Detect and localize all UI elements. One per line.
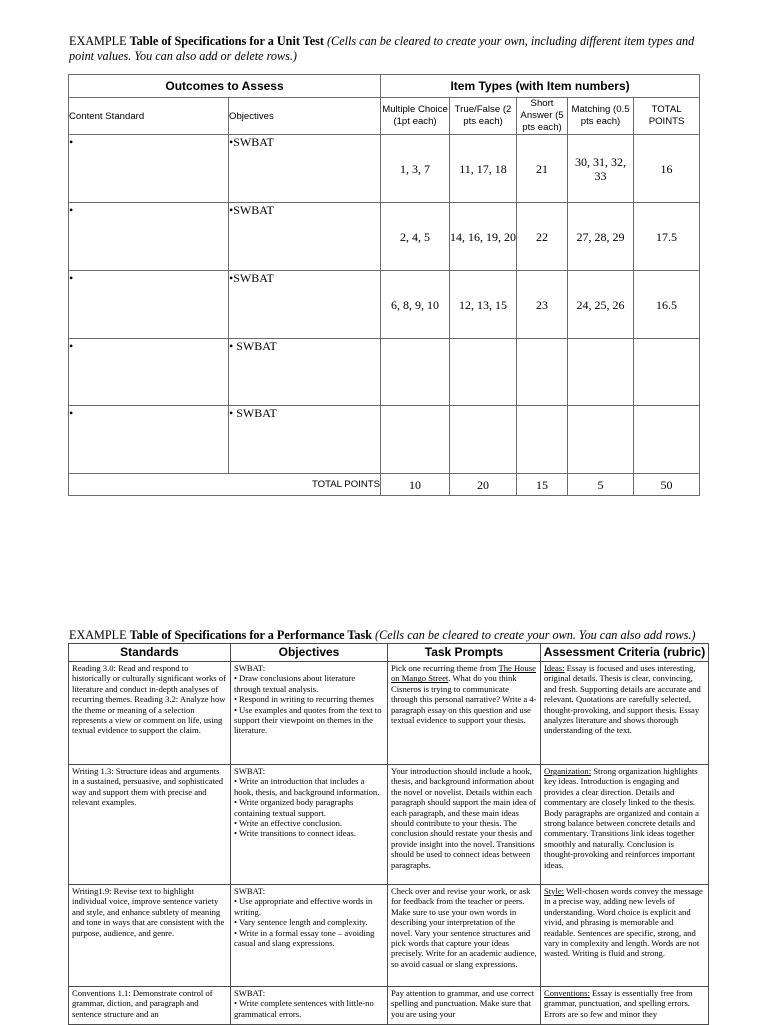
objectives-lead: SWBAT: xyxy=(234,988,266,998)
prompt-text: . What do you think Cisneros is trying to communicate through this personal narrative? Write a 4-paragraph essay on this question and use textual evidence to support your thesis. xyxy=(391,673,537,726)
task-prompts-header: Task Prompts xyxy=(388,644,541,662)
objectives-list xyxy=(234,776,384,838)
table-row xyxy=(69,885,709,987)
objective-cell[interactable]: • SWBAT xyxy=(229,406,381,474)
table-row xyxy=(69,271,700,339)
table-row xyxy=(69,765,709,885)
table-row xyxy=(69,662,709,765)
objective-item: • Write in a formal essay tone – avoiding casual and slang expressions. xyxy=(234,928,384,949)
unit-test-caption xyxy=(69,34,709,64)
criteria-label: Organization: xyxy=(544,766,592,776)
true-false-header: True/False (2 pts each) xyxy=(450,98,517,135)
objectives-cell[interactable] xyxy=(231,987,388,1025)
short-answer-total[interactable]: 15 xyxy=(517,474,568,496)
multiple-choice-cell[interactable] xyxy=(381,339,450,406)
criteria-text: Well-chosen words convey the message in a precise way, adding new levels of understanding. Word choice is explicit and vivid, and phrasing is memorable and readable. Sentences are specific, strong, and vary in complexity and length. Words are not wasted. Writing is fluid and strong. xyxy=(544,886,703,959)
table-row xyxy=(69,339,700,406)
content-standard-cell[interactable]: • xyxy=(69,135,229,203)
matching-cell[interactable]: 24, 25, 26 xyxy=(568,271,634,339)
criteria-label: Style: xyxy=(544,886,565,896)
objective-item: • Draw conclusions about literature through textual analysis. xyxy=(234,673,384,694)
criteria-cell[interactable] xyxy=(541,987,709,1025)
criteria-cell[interactable] xyxy=(541,765,709,885)
standards-header: Standards xyxy=(69,644,231,662)
short-answer-cell[interactable]: 23 xyxy=(517,271,568,339)
outcomes-header: Outcomes to Assess xyxy=(69,75,381,98)
caption-title: Table of Specifications for a Performance Task xyxy=(129,628,372,642)
short-answer-cell[interactable]: 22 xyxy=(517,203,568,271)
matching-cell[interactable]: 30, 31, 32, 33 xyxy=(568,135,634,203)
prompt-text: Your introduction should include a hook, thesis, and background information about the novel or novelist. Details within each paragraph should support the main idea of each paragraph, and these main ideas should contribute to your thesis. The conclusion should restate your thesis and provide insight into the novel. Transitions should be used to connect ideas between paragraphs. xyxy=(391,766,537,870)
table-row xyxy=(69,135,700,203)
criteria-text: Essay is focused and uses interesting, original details. Thesis is clear, convincing, and fresh. Supporting details are accurate and relevant. Quotations are carefully selected, thought-provoking, and support thesis. Essay analyzes literature and shows thorough understanding of the text. xyxy=(544,663,701,736)
objectives-lead: SWBAT: xyxy=(234,766,266,776)
objective-item: • Write transitions to connect ideas. xyxy=(234,828,384,838)
objective-item: • Use examples and quotes from the text to support their viewpoint on themes in the literature. xyxy=(234,705,384,736)
table-row xyxy=(69,203,700,271)
matching-header: Matching (0.5 pts each) xyxy=(568,98,634,135)
standard-cell[interactable]: Writing 1.3: Structure ideas and arguments in a sustained, persuasive, and sophisticated way and support them with precise and relevant examples. xyxy=(69,765,231,885)
criteria-label: Ideas: xyxy=(544,663,565,673)
true-false-cell[interactable]: 11, 17, 18 xyxy=(450,135,517,203)
unit-test-table xyxy=(68,74,700,496)
true-false-cell[interactable]: 12, 13, 15 xyxy=(450,271,517,339)
multiple-choice-cell[interactable]: 1, 3, 7 xyxy=(381,135,450,203)
matching-total[interactable]: 5 xyxy=(568,474,634,496)
true-false-cell[interactable]: 14, 16, 19, 20 xyxy=(450,203,517,271)
true-false-cell[interactable] xyxy=(450,406,517,474)
table-row xyxy=(69,406,700,474)
objectives-list xyxy=(234,896,384,948)
prompt-text: Check over and revise your work, or ask for feedback from the teacher or peers. Make sure to use your own words in describing your interpretation of the novel. Vary your sentence structures and pick words that capture your ideas precisely. Write for an academic audience, so avoid casual or slang expressions. xyxy=(391,886,537,969)
content-standard-cell[interactable]: • xyxy=(69,339,229,406)
total-points-cell[interactable]: 16 xyxy=(634,135,700,203)
objective-item: • Vary sentence length and complexity. xyxy=(234,917,384,927)
objective-cell[interactable]: • SWBAT xyxy=(229,339,381,406)
objectives-cell[interactable] xyxy=(231,765,388,885)
multiple-choice-total[interactable]: 10 xyxy=(381,474,450,496)
total-points-cell[interactable] xyxy=(634,406,700,474)
caption-title: Table of Specifications for a Unit Test xyxy=(129,34,324,48)
matching-cell[interactable]: 27, 28, 29 xyxy=(568,203,634,271)
matching-cell[interactable] xyxy=(568,339,634,406)
objective-item: • Respond in writing to recurring themes xyxy=(234,694,384,704)
objective-item: • Write organized body paragraphs containing textual support. xyxy=(234,797,384,818)
criteria-cell[interactable] xyxy=(541,662,709,765)
criteria-text: Essay is essentially free from grammar, punctuation, and spelling errors. Errors are so few and minor they xyxy=(544,988,693,1019)
criteria-header: Assessment Criteria (rubric) xyxy=(541,644,709,662)
performance-task-caption xyxy=(69,628,749,643)
objective-cell[interactable]: •SWBAT xyxy=(229,271,381,339)
objective-item: • Write complete sentences with little-no grammatical errors. xyxy=(234,998,384,1019)
objectives-header: Objectives xyxy=(229,98,381,135)
item-types-header: Item Types (with Item numbers) xyxy=(381,75,700,98)
totals-row xyxy=(69,474,700,496)
content-standard-cell[interactable]: • xyxy=(69,203,229,271)
table-row xyxy=(69,987,709,1025)
total-points-cell[interactable] xyxy=(634,339,700,406)
total-points-header: TOTAL POINTS xyxy=(634,98,700,135)
multiple-choice-cell[interactable]: 6, 8, 9, 10 xyxy=(381,271,450,339)
grand-total[interactable]: 50 xyxy=(634,474,700,496)
caption-note: (Cells can be cleared to create your own, including different item types and point values. You can also add or delete rows.) xyxy=(69,34,695,63)
prompt-text: Pay attention to grammar, and use correct spelling and punctuation. Make sure that you are using your xyxy=(391,988,535,1019)
objective-item: • Write an introduction that includes a hook, thesis, and background information. xyxy=(234,776,384,797)
standard-cell[interactable]: Writing1.9: Revise text to highlight individual voice, improve sentence variety and style, and enhance subtlety of meaning and tone in ways that are consistent with the purpose, audience, and genre. xyxy=(69,885,231,987)
matching-cell[interactable] xyxy=(568,406,634,474)
objectives-cell[interactable] xyxy=(231,885,388,987)
caption-note: (Cells can be cleared to create your own. You can also add rows.) xyxy=(372,628,696,642)
total-points-cell[interactable]: 16.5 xyxy=(634,271,700,339)
objectives-list xyxy=(234,673,384,735)
prompt-text: Pick one recurring theme from xyxy=(391,663,499,673)
objectives-list xyxy=(234,998,384,1019)
objectives-cell[interactable] xyxy=(231,662,388,765)
criteria-label: Conventions: xyxy=(544,988,590,998)
content-standard-header: Content Standard xyxy=(69,98,229,135)
task-prompt-cell[interactable] xyxy=(388,987,541,1025)
content-standard-cell[interactable]: • xyxy=(69,406,229,474)
totals-blank xyxy=(69,474,229,496)
totals-label: TOTAL POINTS xyxy=(229,474,381,496)
multiple-choice-header: Multiple Choice (1pt each) xyxy=(381,98,450,135)
multiple-choice-cell[interactable]: 2, 4, 5 xyxy=(381,203,450,271)
short-answer-cell[interactable]: 21 xyxy=(517,135,568,203)
true-false-total[interactable]: 20 xyxy=(450,474,517,496)
criteria-cell[interactable] xyxy=(541,885,709,987)
content-standard-cell[interactable]: • xyxy=(69,271,229,339)
standard-cell[interactable]: Conventions 1.1: Demonstrate control of grammar, diction, and paragraph and sentence structure and an xyxy=(69,987,231,1025)
multiple-choice-cell[interactable] xyxy=(381,406,450,474)
objectives-lead: SWBAT: xyxy=(234,663,266,673)
objective-item: • Write an effective conclusion. xyxy=(234,818,384,828)
objective-cell[interactable]: •SWBAT xyxy=(229,135,381,203)
total-points-cell[interactable]: 17.5 xyxy=(634,203,700,271)
true-false-cell[interactable] xyxy=(450,339,517,406)
task-prompt-cell[interactable] xyxy=(388,662,541,765)
standard-cell[interactable]: Reading 3.0: Read and respond to historically or culturally significant works of literature and conduct in-depth analyses of recurring themes. Reading 3.2: Analyze how the theme or meaning of a selection represents a view or comment on life, using textual evidence to support the claim. xyxy=(69,662,231,765)
caption-prefix: EXAMPLE xyxy=(69,628,130,642)
criteria-text: Strong organization highlights key ideas. Introduction is engaging and provides a clear direction. Details and commentary are closely linked to the thesis. Body paragraphs are organized and contain a strong balance between concrete details and commentary. Transitions link ideas together smoothly and naturally. Conclusion is thought-provoking and reinforces important ideas. xyxy=(544,766,699,870)
performance-task-table xyxy=(68,643,709,1025)
task-prompt-cell[interactable] xyxy=(388,765,541,885)
book-title: The House on Mango Street xyxy=(391,663,536,684)
caption-prefix: EXAMPLE xyxy=(69,34,130,48)
short-answer-header: Short Answer (5 pts each) xyxy=(517,98,568,135)
short-answer-cell[interactable] xyxy=(517,406,568,474)
objective-item: • Use appropriate and effective words in writing. xyxy=(234,896,384,917)
objectives-header: Objectives xyxy=(231,644,388,662)
short-answer-cell[interactable] xyxy=(517,339,568,406)
objective-cell[interactable]: •SWBAT xyxy=(229,203,381,271)
objectives-lead: SWBAT: xyxy=(234,886,266,896)
task-prompt-cell[interactable] xyxy=(388,885,541,987)
